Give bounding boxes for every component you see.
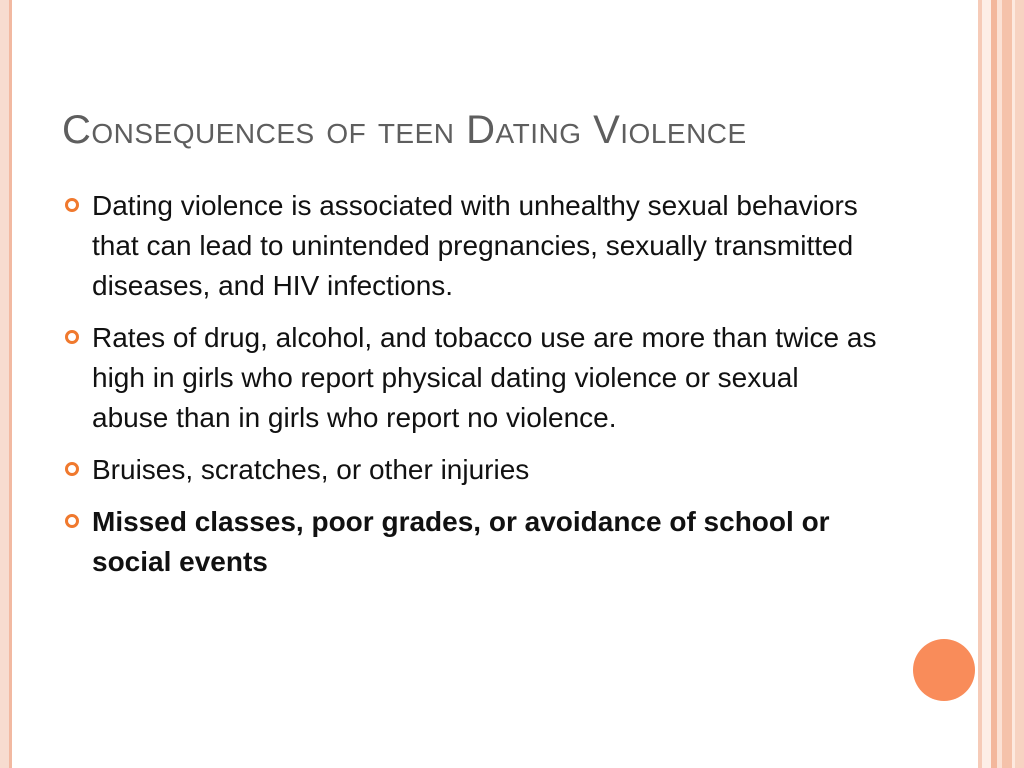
left-border-stripe	[0, 0, 9, 768]
bullet-item	[62, 318, 882, 438]
stripe	[1015, 0, 1024, 768]
bullet-text: Dating violence is associated with unhealthy sexual behaviors that can lead to unintended pregnancies, sexually transmitted diseases, and HIV infections.	[92, 190, 858, 301]
bullet-item	[62, 502, 882, 582]
bullet-text: Missed classes, poor grades, or avoidance of school or social events	[92, 506, 830, 577]
stripe	[1002, 0, 1012, 768]
circle-bullet-icon	[65, 330, 79, 344]
slide-title: Consequences of teen Dating Violence	[62, 108, 747, 152]
left-border-line	[9, 0, 12, 768]
bullet-item	[62, 450, 882, 490]
bullet-list	[62, 186, 882, 594]
circle-bullet-icon	[65, 198, 79, 212]
right-decorative-stripes	[978, 0, 1024, 768]
circle-bullet-icon	[65, 462, 79, 476]
decorative-circle	[913, 639, 975, 701]
circle-bullet-icon	[65, 514, 79, 528]
bullet-text: Bruises, scratches, or other injuries	[92, 454, 530, 485]
bullet-text: Rates of drug, alcohol, and tobacco use are more than twice as high in girls who report physical dating violence or sexual abuse than in girls who report no violence.	[92, 322, 877, 433]
bullet-item	[62, 186, 882, 306]
stripe	[982, 0, 991, 768]
